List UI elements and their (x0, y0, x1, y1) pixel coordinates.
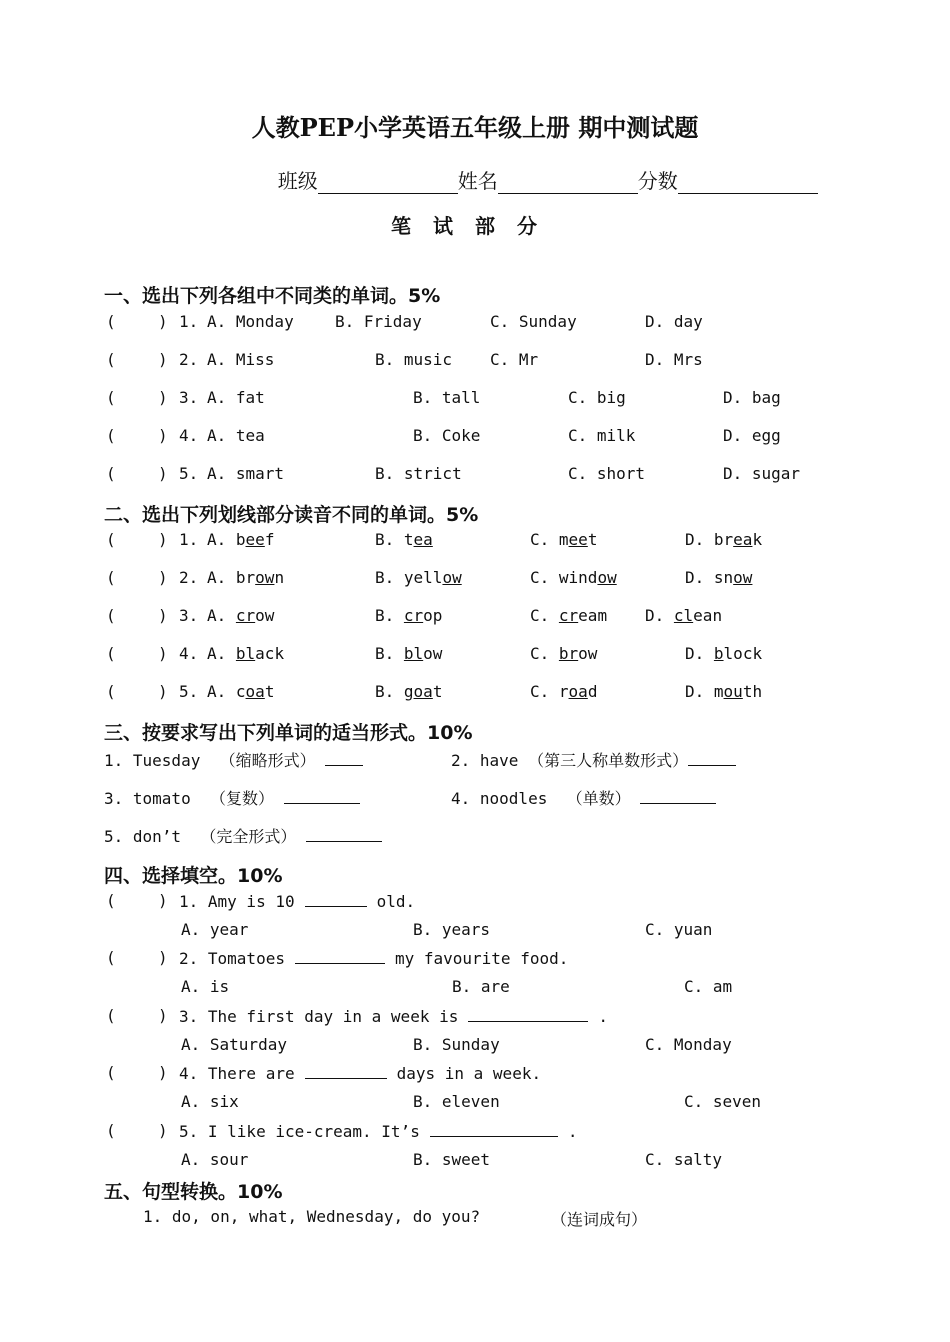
option-a: A. Miss (207, 350, 275, 369)
option-c (530, 530, 597, 549)
option-text: D. (685, 682, 714, 701)
answer-paren-close: ) (158, 948, 168, 967)
option-d: D. bag (723, 388, 781, 407)
option-text: C. (530, 682, 559, 701)
answer-blank[interactable] (430, 1121, 558, 1137)
option-d: D. egg (723, 426, 781, 445)
s3-question-5: 5. don’t （完全形式） (104, 824, 382, 847)
answer-paren-close: ) (158, 1121, 168, 1140)
option-d: D. Mrs (645, 350, 703, 369)
option-a: A. year (181, 920, 249, 939)
option-text: op (423, 606, 443, 625)
answer-paren-open: ( (106, 568, 116, 587)
question-tail: old. (376, 892, 416, 911)
answer-paren-open: ( (106, 388, 116, 407)
option-text: br (713, 530, 734, 549)
answer-paren-open: ( (106, 682, 116, 701)
section-4-heading: 四、选择填空。10% (104, 865, 283, 887)
option-text: r (558, 682, 569, 701)
option-c: C. seven (684, 1092, 762, 1111)
question-tail: days in a week. (396, 1064, 542, 1083)
answer-paren-open: ( (106, 644, 116, 663)
question-text: 5. I like ice-cream. It’s (179, 1122, 420, 1141)
answer-paren-close: ) (158, 568, 168, 587)
option-a: A. smart (207, 464, 285, 483)
option-a (207, 682, 274, 701)
answer-paren-close: ) (158, 644, 168, 663)
option-text: t (403, 530, 414, 549)
class-label: 班级 (277, 169, 318, 193)
question-number: 2. (179, 568, 199, 587)
question-number: 2. (179, 350, 199, 369)
underlined-letters: ee (245, 530, 265, 549)
question-sentence (179, 948, 568, 968)
option-d: D. day (645, 312, 703, 331)
option-b: B. music (375, 350, 453, 369)
answer-paren-open: ( (106, 891, 116, 910)
option-text: ow (423, 644, 443, 663)
answer-paren-close: ) (158, 426, 168, 445)
answer-paren-close: ) (158, 891, 168, 910)
option-text: A. (207, 606, 236, 625)
option-a (207, 644, 284, 663)
underlined-letters: cr (235, 606, 256, 625)
option-d (685, 644, 762, 663)
option-text: c (235, 682, 246, 701)
class-blank[interactable] (318, 173, 458, 194)
option-a (207, 530, 274, 549)
answer-paren-close: ) (158, 606, 168, 625)
underlined-letters: cr (558, 606, 579, 625)
option-c (530, 644, 597, 663)
option-b: B. tall (413, 388, 481, 407)
answer-paren-open: ( (106, 1063, 116, 1082)
answer-paren-open: ( (106, 312, 116, 331)
answer-paren-close: ) (158, 464, 168, 483)
option-b: B. strict (375, 464, 462, 483)
underlined-letters: ea (413, 530, 433, 549)
s3-question-3: 3. tomato （复数） (104, 786, 360, 809)
question-number: 5. (179, 682, 199, 701)
score-blank[interactable] (678, 173, 818, 194)
section-subtitle: 笔试部分 (391, 214, 559, 238)
option-text: b (235, 530, 246, 549)
answer-paren-close: ) (158, 312, 168, 331)
option-text: D. (645, 606, 674, 625)
option-text: eam (578, 606, 608, 625)
option-b: B. Coke (413, 426, 481, 445)
option-text: B. (375, 644, 404, 663)
section-1-heading: 一、选出下列各组中不同类的单词。5% (104, 285, 441, 307)
option-d (645, 606, 722, 625)
answer-paren-open: ( (106, 1121, 116, 1140)
question-number: 1. (179, 530, 199, 549)
student-info-line (265, 141, 818, 194)
underlined-letters: oa (413, 682, 433, 701)
option-d (685, 682, 762, 701)
underlined-letters: cr (403, 606, 424, 625)
s3-question-1: 1. Tuesday （缩略形式） (104, 748, 363, 771)
option-c: C. am (684, 977, 733, 996)
underlined-letters: ow (733, 568, 753, 587)
option-a: A. Saturday (181, 1035, 287, 1054)
option-text: ow (578, 644, 598, 663)
option-text: m (713, 682, 724, 701)
option-b (375, 644, 442, 663)
option-a: A. tea (207, 426, 265, 445)
option-c: C. short (568, 464, 646, 483)
answer-blank[interactable] (305, 891, 367, 907)
answer-blank[interactable] (306, 826, 382, 842)
option-b (375, 606, 442, 625)
option-text: B. (375, 530, 404, 549)
section-3-heading: 三、按要求写出下列单词的适当形式。10% (104, 722, 473, 744)
answer-blank[interactable] (688, 750, 736, 766)
option-a: A. Monday (207, 312, 294, 331)
answer-blank[interactable] (305, 1063, 387, 1079)
option-b: B. years (413, 920, 491, 939)
option-text: A. (207, 644, 236, 663)
option-c (530, 606, 607, 625)
answer-paren-open: ( (106, 530, 116, 549)
option-text: t (587, 530, 598, 549)
option-b: B. Friday (335, 312, 422, 331)
option-a (207, 606, 274, 625)
underlined-letters: bl (235, 644, 256, 663)
answer-paren-close: ) (158, 1063, 168, 1082)
option-c: C. Monday (645, 1035, 732, 1054)
question-number: 4. (179, 644, 199, 663)
option-b (375, 682, 442, 701)
question-number: 1. (179, 312, 199, 331)
option-text: m (558, 530, 569, 549)
option-a: A. sour (181, 1150, 249, 1169)
page-title: 人教PEP小学英语五年级上册 期中测试题 (251, 113, 699, 142)
option-text: D. (685, 568, 714, 587)
question-sentence (179, 1121, 577, 1141)
underlined-letters: oa (245, 682, 265, 701)
underlined-letters: ow (597, 568, 617, 587)
question-sentence (179, 1006, 608, 1026)
question-number: 3. (179, 388, 199, 407)
option-c (530, 682, 597, 701)
s3-question-2: 2. have （第三人称单数形式） (451, 748, 736, 771)
option-c: C. milk (568, 426, 636, 445)
answer-paren-open: ( (106, 464, 116, 483)
underlined-letters: ow (442, 568, 462, 587)
option-a: A. six (181, 1092, 239, 1111)
underlined-letters: cl (673, 606, 694, 625)
option-text: A. (207, 568, 236, 587)
answer-paren-close: ) (158, 1006, 168, 1025)
question-text: 4. There are (179, 1064, 295, 1083)
option-text: br (235, 568, 256, 587)
question-text: 2. Tomatoes (179, 949, 285, 968)
answer-paren-close: ) (158, 350, 168, 369)
answer-blank[interactable] (468, 1006, 588, 1022)
option-c: C. Sunday (490, 312, 577, 331)
option-a: A. fat (207, 388, 265, 407)
option-text: B. (375, 682, 404, 701)
underlined-letters: ee (568, 530, 588, 549)
s5-question-1: 1. do, on, what, Wednesday, do you? (143, 1207, 481, 1226)
option-text: k (752, 530, 763, 549)
option-text: D. (685, 530, 714, 549)
option-d (685, 568, 752, 587)
underlined-letters: ea (733, 530, 753, 549)
option-text: ack (255, 644, 285, 663)
option-c (530, 568, 617, 587)
question-number: 5. (179, 464, 199, 483)
answer-paren-close: ) (158, 388, 168, 407)
option-text: C. (530, 530, 559, 549)
option-c: C. big (568, 388, 626, 407)
question-number: 3. (179, 606, 199, 625)
name-label: 姓名 (457, 169, 498, 193)
option-text: B. (375, 606, 404, 625)
option-text: C. (530, 568, 559, 587)
option-text: A. (207, 530, 236, 549)
option-a (207, 568, 284, 587)
answer-paren-close: ) (158, 530, 168, 549)
option-text: n (274, 568, 285, 587)
option-b (375, 530, 433, 549)
underlined-letters: ou (723, 682, 743, 701)
option-b: B. sweet (413, 1150, 491, 1169)
option-c: C. yuan (645, 920, 713, 939)
option-text: sn (713, 568, 734, 587)
option-text: B. (375, 568, 404, 587)
option-text: th (742, 682, 763, 701)
question-sentence (179, 891, 415, 911)
option-text: lock (723, 644, 763, 663)
option-text: D. (685, 644, 714, 663)
underlined-letters: ow (255, 568, 275, 587)
option-text: d (587, 682, 598, 701)
answer-paren-open: ( (106, 1006, 116, 1025)
option-b: B. Sunday (413, 1035, 500, 1054)
answer-paren-open: ( (106, 350, 116, 369)
option-text: ow (255, 606, 275, 625)
option-c: C. Mr (490, 350, 539, 369)
option-text: ean (693, 606, 723, 625)
option-text: t (432, 682, 443, 701)
option-c: C. salty (645, 1150, 723, 1169)
section-2-heading: 二、选出下列划线部分读音不同的单词。5% (104, 504, 479, 526)
underlined-letters: b (713, 644, 724, 663)
option-text: C. (530, 644, 559, 663)
s3-question-4: 4. noodles （单数） (451, 786, 716, 809)
score-label: 分数 (637, 169, 678, 193)
option-d: D. sugar (723, 464, 801, 483)
option-text: wind (558, 568, 598, 587)
underlined-letters: bl (403, 644, 424, 663)
option-text: f (264, 530, 275, 549)
underlined-letters: oa (568, 682, 588, 701)
answer-blank[interactable] (325, 750, 363, 766)
question-text: 1. Amy is 10 (179, 892, 295, 911)
answer-paren-close: ) (158, 682, 168, 701)
option-text: A. (207, 682, 236, 701)
option-d (685, 530, 762, 549)
name-blank[interactable] (498, 173, 638, 194)
question-number: 4. (179, 426, 199, 445)
option-text: C. (530, 606, 559, 625)
option-text: g (403, 682, 414, 701)
question-tail: . (598, 1007, 608, 1026)
underlined-letters: br (558, 644, 579, 663)
answer-blank[interactable] (284, 788, 360, 804)
option-b: B. eleven (413, 1092, 500, 1111)
answer-blank[interactable] (640, 788, 716, 804)
question-sentence (179, 1063, 541, 1083)
answer-paren-open: ( (106, 606, 116, 625)
s5-question-1-note: （连词成句） (551, 1210, 648, 1229)
answer-blank[interactable] (295, 948, 385, 964)
option-text: t (264, 682, 275, 701)
option-b (375, 568, 462, 587)
question-tail: . (567, 1122, 578, 1141)
option-text: yell (403, 568, 443, 587)
question-text: 3. The first day in a week is (179, 1007, 459, 1026)
answer-paren-open: ( (106, 948, 116, 967)
section-5-heading: 五、句型转换。10% (104, 1181, 283, 1203)
option-a: A. is (181, 977, 230, 996)
answer-paren-open: ( (106, 426, 116, 445)
option-b: B. are (452, 977, 510, 996)
question-tail: my favourite food. (394, 949, 569, 968)
